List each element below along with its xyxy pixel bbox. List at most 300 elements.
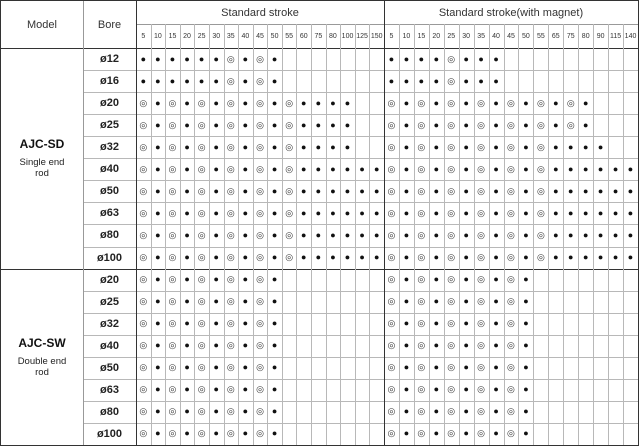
available-dot-icon: ● bbox=[493, 119, 499, 130]
row-divider bbox=[83, 247, 638, 248]
available-dot-icon: ● bbox=[403, 428, 410, 439]
semi-standard-ring-icon: ◎ bbox=[226, 119, 235, 130]
available-dot-icon: ● bbox=[463, 296, 469, 307]
semi-standard-ring-icon: ◎ bbox=[447, 119, 456, 130]
available-dot-icon: ● bbox=[359, 185, 365, 196]
semi-standard-ring-icon: ◎ bbox=[417, 229, 426, 240]
available-dot-icon: ● bbox=[463, 185, 469, 196]
available-dot-icon: ● bbox=[213, 53, 219, 64]
available-dot-icon: ● bbox=[493, 428, 499, 439]
col-divider bbox=[474, 24, 475, 445]
available-dot-icon: ● bbox=[463, 252, 469, 263]
available-dot-icon: ● bbox=[388, 53, 395, 64]
available-dot-icon: ● bbox=[433, 119, 439, 130]
semi-standard-ring-icon: ◎ bbox=[256, 252, 264, 263]
semi-standard-ring-icon: ◎ bbox=[447, 53, 456, 64]
semi-standard-ring-icon: ◎ bbox=[256, 75, 264, 86]
stroke-tick-standard: 80 bbox=[329, 32, 337, 40]
available-dot-icon: ● bbox=[330, 229, 336, 240]
semi-standard-ring-icon: ◎ bbox=[536, 119, 545, 130]
semi-standard-ring-icon: ◎ bbox=[536, 185, 545, 196]
available-dot-icon: ● bbox=[184, 384, 190, 395]
available-dot-icon: ● bbox=[140, 53, 146, 64]
available-dot-icon: ● bbox=[493, 362, 499, 373]
semi-standard-ring-icon: ◎ bbox=[226, 97, 235, 108]
semi-standard-ring-icon: ◎ bbox=[417, 163, 426, 174]
semi-standard-ring-icon: ◎ bbox=[507, 274, 515, 285]
available-dot-icon: ● bbox=[213, 384, 219, 395]
available-dot-icon: ● bbox=[463, 340, 469, 351]
available-dot-icon: ● bbox=[155, 362, 161, 373]
available-dot-icon: ● bbox=[242, 75, 249, 86]
semi-standard-ring-icon: ◎ bbox=[197, 141, 206, 152]
available-dot-icon: ● bbox=[403, 141, 410, 152]
semi-standard-ring-icon: ◎ bbox=[417, 362, 426, 373]
available-dot-icon: ● bbox=[373, 229, 380, 240]
col-divider bbox=[608, 24, 609, 445]
stroke-tick-standard: 50 bbox=[270, 32, 279, 40]
available-dot-icon: ● bbox=[582, 185, 589, 196]
bore-label: ø40 bbox=[100, 163, 119, 176]
available-dot-icon: ● bbox=[493, 53, 499, 64]
available-dot-icon: ● bbox=[463, 318, 469, 329]
available-dot-icon: ● bbox=[373, 185, 380, 196]
semi-standard-ring-icon: ◎ bbox=[477, 185, 486, 196]
border-right bbox=[638, 0, 639, 446]
available-dot-icon: ● bbox=[433, 207, 439, 218]
available-dot-icon: ● bbox=[463, 75, 469, 86]
available-dot-icon: ● bbox=[184, 75, 190, 86]
col-divider bbox=[311, 24, 312, 445]
semi-standard-ring-icon: ◎ bbox=[477, 229, 486, 240]
stroke-tick-magnet: 55 bbox=[536, 32, 545, 40]
bore-label: ø100 bbox=[96, 427, 123, 440]
available-dot-icon: ● bbox=[330, 163, 336, 174]
available-dot-icon: ● bbox=[553, 185, 559, 196]
available-dot-icon: ● bbox=[627, 207, 634, 218]
available-dot-icon: ● bbox=[433, 75, 439, 86]
available-dot-icon: ● bbox=[433, 340, 439, 351]
semi-standard-ring-icon: ◎ bbox=[139, 274, 148, 285]
col-divider bbox=[459, 24, 460, 445]
row-divider bbox=[83, 401, 638, 402]
available-dot-icon: ● bbox=[213, 163, 219, 174]
semi-standard-ring-icon: ◎ bbox=[447, 362, 456, 373]
bore-label: ø12 bbox=[100, 53, 119, 66]
available-dot-icon: ● bbox=[242, 362, 249, 373]
semi-standard-ring-icon: ◎ bbox=[197, 252, 206, 263]
available-dot-icon: ● bbox=[271, 163, 278, 174]
bore-label: ø32 bbox=[100, 317, 119, 330]
stroke-tick-magnet: 75 bbox=[566, 32, 575, 40]
col-divider bbox=[340, 24, 341, 445]
stroke-tick-standard: 75 bbox=[314, 32, 323, 40]
header-divider bbox=[1, 48, 638, 49]
available-dot-icon: ● bbox=[155, 207, 161, 218]
available-dot-icon: ● bbox=[213, 318, 219, 329]
available-dot-icon: ● bbox=[184, 428, 190, 439]
semi-standard-ring-icon: ◎ bbox=[139, 406, 148, 417]
semi-standard-ring-icon: ◎ bbox=[387, 207, 396, 218]
available-dot-icon: ● bbox=[301, 207, 307, 218]
semi-standard-ring-icon: ◎ bbox=[507, 97, 515, 108]
semi-standard-ring-icon: ◎ bbox=[139, 340, 148, 351]
col-divider bbox=[224, 24, 225, 445]
semi-standard-ring-icon: ◎ bbox=[507, 207, 515, 218]
available-dot-icon: ● bbox=[344, 163, 351, 174]
bore-label: ø20 bbox=[100, 273, 119, 286]
standard-stroke-header: Standard stroke bbox=[221, 6, 299, 19]
available-dot-icon: ● bbox=[433, 229, 439, 240]
semi-standard-ring-icon: ◎ bbox=[139, 318, 148, 329]
stroke-tick-standard: 60 bbox=[299, 32, 308, 40]
col-divider bbox=[296, 24, 297, 445]
available-dot-icon: ● bbox=[553, 141, 559, 152]
available-dot-icon: ● bbox=[184, 53, 190, 64]
col-divider bbox=[504, 24, 505, 445]
semi-standard-ring-icon: ◎ bbox=[477, 163, 486, 174]
semi-standard-ring-icon: ◎ bbox=[226, 384, 235, 395]
available-dot-icon: ● bbox=[493, 141, 499, 152]
available-dot-icon: ● bbox=[433, 141, 439, 152]
available-dot-icon: ● bbox=[523, 163, 529, 174]
available-dot-icon: ● bbox=[433, 252, 439, 263]
row-divider bbox=[83, 180, 638, 181]
semi-standard-ring-icon: ◎ bbox=[285, 229, 294, 240]
available-dot-icon: ● bbox=[242, 340, 249, 351]
available-dot-icon: ● bbox=[568, 252, 574, 263]
semi-standard-ring-icon: ◎ bbox=[226, 141, 235, 152]
available-dot-icon: ● bbox=[271, 318, 278, 329]
available-dot-icon: ● bbox=[433, 53, 439, 64]
bore-label: ø20 bbox=[100, 97, 119, 110]
model-name: AJC-SW bbox=[18, 335, 66, 350]
semi-standard-ring-icon: ◎ bbox=[139, 207, 148, 218]
semi-standard-ring-icon: ◎ bbox=[197, 185, 206, 196]
available-dot-icon: ● bbox=[433, 428, 439, 439]
bore-label: ø63 bbox=[100, 207, 119, 220]
available-dot-icon: ● bbox=[523, 340, 529, 351]
col-divider bbox=[489, 24, 490, 445]
available-dot-icon: ● bbox=[523, 119, 529, 130]
row-divider bbox=[83, 291, 638, 292]
semi-standard-ring-icon: ◎ bbox=[139, 163, 148, 174]
bore-label: ø25 bbox=[100, 119, 119, 132]
available-dot-icon: ● bbox=[463, 53, 469, 64]
stroke-tick-standard: 25 bbox=[197, 32, 206, 40]
stroke-tick-magnet: 115 bbox=[609, 32, 622, 40]
semi-standard-ring-icon: ◎ bbox=[285, 252, 294, 263]
semi-standard-ring-icon: ◎ bbox=[168, 163, 177, 174]
semi-standard-ring-icon: ◎ bbox=[256, 296, 264, 307]
stroke-tick-standard: 10 bbox=[153, 32, 162, 40]
available-dot-icon: ● bbox=[582, 252, 589, 263]
semi-standard-ring-icon: ◎ bbox=[536, 97, 545, 108]
row-divider bbox=[83, 423, 638, 424]
available-dot-icon: ● bbox=[568, 207, 574, 218]
col-divider bbox=[238, 24, 239, 445]
available-dot-icon: ● bbox=[344, 207, 351, 218]
available-dot-icon: ● bbox=[493, 75, 499, 86]
semi-standard-ring-icon: ◎ bbox=[168, 119, 177, 130]
bore-label: ø100 bbox=[96, 251, 123, 264]
available-dot-icon: ● bbox=[403, 406, 410, 417]
semi-standard-ring-icon: ◎ bbox=[387, 185, 396, 196]
semi-standard-ring-icon: ◎ bbox=[447, 207, 456, 218]
stroke-tick-magnet: 20 bbox=[432, 32, 441, 40]
available-dot-icon: ● bbox=[433, 185, 439, 196]
available-dot-icon: ● bbox=[433, 163, 439, 174]
available-dot-icon: ● bbox=[478, 53, 484, 64]
available-dot-icon: ● bbox=[213, 428, 219, 439]
available-dot-icon: ● bbox=[169, 53, 176, 64]
row-divider bbox=[83, 335, 638, 336]
bore-label: ø32 bbox=[100, 141, 119, 154]
available-dot-icon: ● bbox=[242, 318, 249, 329]
semi-standard-ring-icon: ◎ bbox=[507, 318, 515, 329]
available-dot-icon: ● bbox=[184, 252, 190, 263]
available-dot-icon: ● bbox=[403, 53, 410, 64]
available-dot-icon: ● bbox=[301, 185, 307, 196]
available-dot-icon: ● bbox=[315, 141, 322, 152]
available-dot-icon: ● bbox=[463, 97, 469, 108]
semi-standard-ring-icon: ◎ bbox=[507, 229, 515, 240]
available-dot-icon: ● bbox=[155, 185, 161, 196]
available-dot-icon: ● bbox=[330, 141, 336, 152]
available-dot-icon: ● bbox=[271, 362, 278, 373]
available-dot-icon: ● bbox=[403, 252, 410, 263]
available-dot-icon: ● bbox=[493, 274, 499, 285]
available-dot-icon: ● bbox=[523, 141, 529, 152]
available-dot-icon: ● bbox=[242, 207, 249, 218]
available-dot-icon: ● bbox=[597, 185, 604, 196]
semi-standard-ring-icon: ◎ bbox=[417, 274, 426, 285]
col-divider bbox=[180, 24, 181, 445]
row-divider bbox=[83, 136, 638, 137]
available-dot-icon: ● bbox=[344, 252, 351, 263]
semi-standard-ring-icon: ◎ bbox=[139, 252, 148, 263]
semi-standard-ring-icon: ◎ bbox=[387, 296, 396, 307]
available-dot-icon: ● bbox=[433, 406, 439, 417]
available-dot-icon: ● bbox=[242, 97, 249, 108]
available-dot-icon: ● bbox=[155, 75, 161, 86]
available-dot-icon: ● bbox=[403, 119, 410, 130]
semi-standard-ring-icon: ◎ bbox=[387, 318, 396, 329]
semi-standard-ring-icon: ◎ bbox=[285, 141, 294, 152]
available-dot-icon: ● bbox=[169, 75, 176, 86]
semi-standard-ring-icon: ◎ bbox=[139, 362, 148, 373]
stroke-tick-standard: 55 bbox=[285, 32, 294, 40]
col-divider bbox=[194, 24, 195, 445]
available-dot-icon: ● bbox=[184, 119, 190, 130]
col-divider bbox=[384, 1, 385, 445]
available-dot-icon: ● bbox=[493, 163, 499, 174]
available-dot-icon: ● bbox=[184, 296, 190, 307]
stroke-tick-standard: 125 bbox=[356, 32, 368, 40]
available-dot-icon: ● bbox=[597, 229, 604, 240]
semi-standard-ring-icon: ◎ bbox=[566, 119, 575, 130]
semi-standard-ring-icon: ◎ bbox=[447, 75, 456, 86]
semi-standard-ring-icon: ◎ bbox=[168, 428, 177, 439]
semi-standard-ring-icon: ◎ bbox=[536, 141, 545, 152]
bore-label: ø50 bbox=[100, 185, 119, 198]
available-dot-icon: ● bbox=[155, 384, 161, 395]
semi-standard-ring-icon: ◎ bbox=[197, 163, 206, 174]
semi-standard-ring-icon: ◎ bbox=[507, 163, 515, 174]
semi-standard-ring-icon: ◎ bbox=[417, 406, 426, 417]
semi-standard-ring-icon: ◎ bbox=[507, 141, 515, 152]
col-divider bbox=[369, 24, 370, 445]
semi-standard-ring-icon: ◎ bbox=[139, 384, 148, 395]
semi-standard-ring-icon: ◎ bbox=[507, 428, 515, 439]
semi-standard-ring-icon: ◎ bbox=[417, 141, 426, 152]
available-dot-icon: ● bbox=[213, 97, 219, 108]
available-dot-icon: ● bbox=[330, 97, 336, 108]
available-dot-icon: ● bbox=[330, 207, 336, 218]
available-dot-icon: ● bbox=[463, 406, 469, 417]
group-divider bbox=[1, 269, 638, 270]
semi-standard-ring-icon: ◎ bbox=[507, 296, 515, 307]
available-dot-icon: ● bbox=[315, 119, 322, 130]
semi-standard-ring-icon: ◎ bbox=[447, 141, 456, 152]
semi-standard-ring-icon: ◎ bbox=[168, 229, 177, 240]
available-dot-icon: ● bbox=[184, 406, 190, 417]
semi-standard-ring-icon: ◎ bbox=[447, 97, 456, 108]
available-dot-icon: ● bbox=[271, 252, 278, 263]
available-dot-icon: ● bbox=[344, 229, 351, 240]
semi-standard-ring-icon: ◎ bbox=[507, 340, 515, 351]
model-description: Double end bbox=[17, 355, 67, 367]
available-dot-icon: ● bbox=[403, 207, 410, 218]
semi-standard-ring-icon: ◎ bbox=[417, 296, 426, 307]
available-dot-icon: ● bbox=[418, 53, 425, 64]
semi-standard-ring-icon: ◎ bbox=[285, 207, 294, 218]
available-dot-icon: ● bbox=[493, 406, 499, 417]
semi-standard-ring-icon: ◎ bbox=[477, 274, 486, 285]
available-dot-icon: ● bbox=[213, 274, 219, 285]
col-divider bbox=[623, 24, 624, 445]
available-dot-icon: ● bbox=[612, 207, 619, 218]
semi-standard-ring-icon: ◎ bbox=[256, 318, 264, 329]
bore-label: ø50 bbox=[100, 361, 119, 374]
available-dot-icon: ● bbox=[523, 406, 529, 417]
available-dot-icon: ● bbox=[184, 340, 190, 351]
available-dot-icon: ● bbox=[582, 229, 589, 240]
stroke-tick-standard: 30 bbox=[212, 32, 221, 40]
available-dot-icon: ● bbox=[271, 185, 278, 196]
available-dot-icon: ● bbox=[155, 53, 161, 64]
semi-standard-ring-icon: ◎ bbox=[417, 340, 426, 351]
available-dot-icon: ● bbox=[213, 229, 219, 240]
stroke-tick-magnet: 90 bbox=[596, 32, 605, 40]
available-dot-icon: ● bbox=[373, 252, 380, 263]
available-dot-icon: ● bbox=[271, 207, 278, 218]
available-dot-icon: ● bbox=[553, 97, 559, 108]
semi-standard-ring-icon: ◎ bbox=[387, 229, 396, 240]
col-divider bbox=[563, 24, 564, 445]
semi-standard-ring-icon: ◎ bbox=[536, 229, 545, 240]
available-dot-icon: ● bbox=[242, 406, 249, 417]
bore-label: ø80 bbox=[100, 405, 119, 418]
available-dot-icon: ● bbox=[301, 97, 307, 108]
available-dot-icon: ● bbox=[523, 384, 529, 395]
available-dot-icon: ● bbox=[213, 141, 219, 152]
row-divider bbox=[83, 224, 638, 225]
available-dot-icon: ● bbox=[155, 318, 161, 329]
row-divider bbox=[83, 70, 638, 71]
semi-standard-ring-icon: ◎ bbox=[226, 362, 235, 373]
semi-standard-ring-icon: ◎ bbox=[256, 141, 264, 152]
semi-standard-ring-icon: ◎ bbox=[285, 163, 294, 174]
available-dot-icon: ● bbox=[403, 75, 410, 86]
available-dot-icon: ● bbox=[155, 97, 161, 108]
col-divider bbox=[399, 24, 400, 445]
semi-standard-ring-icon: ◎ bbox=[477, 119, 486, 130]
semi-standard-ring-icon: ◎ bbox=[168, 141, 177, 152]
available-dot-icon: ● bbox=[597, 207, 604, 218]
semi-standard-ring-icon: ◎ bbox=[197, 119, 206, 130]
col-divider bbox=[355, 24, 356, 445]
semi-standard-ring-icon: ◎ bbox=[447, 296, 456, 307]
available-dot-icon: ● bbox=[463, 163, 469, 174]
available-dot-icon: ● bbox=[553, 207, 559, 218]
available-dot-icon: ● bbox=[568, 141, 574, 152]
available-dot-icon: ● bbox=[582, 97, 589, 108]
available-dot-icon: ● bbox=[582, 141, 589, 152]
semi-standard-ring-icon: ◎ bbox=[197, 207, 206, 218]
available-dot-icon: ● bbox=[433, 362, 439, 373]
available-dot-icon: ● bbox=[359, 207, 365, 218]
available-dot-icon: ● bbox=[582, 119, 589, 130]
available-dot-icon: ● bbox=[403, 362, 410, 373]
available-dot-icon: ● bbox=[433, 318, 439, 329]
available-dot-icon: ● bbox=[213, 340, 219, 351]
available-dot-icon: ● bbox=[523, 318, 529, 329]
available-dot-icon: ● bbox=[213, 362, 219, 373]
available-dot-icon: ● bbox=[463, 362, 469, 373]
model-description: rod bbox=[35, 168, 49, 180]
available-dot-icon: ● bbox=[155, 163, 161, 174]
available-dot-icon: ● bbox=[271, 384, 278, 395]
semi-standard-ring-icon: ◎ bbox=[447, 229, 456, 240]
semi-standard-ring-icon: ◎ bbox=[168, 362, 177, 373]
col-divider bbox=[533, 24, 534, 445]
semi-standard-ring-icon: ◎ bbox=[256, 428, 264, 439]
semi-standard-ring-icon: ◎ bbox=[477, 252, 486, 263]
available-dot-icon: ● bbox=[418, 75, 425, 86]
available-dot-icon: ● bbox=[184, 163, 190, 174]
col-divider bbox=[83, 1, 84, 445]
semi-standard-ring-icon: ◎ bbox=[387, 252, 396, 263]
semi-standard-ring-icon: ◎ bbox=[168, 274, 177, 285]
semi-standard-ring-icon: ◎ bbox=[417, 119, 426, 130]
semi-standard-ring-icon: ◎ bbox=[226, 340, 235, 351]
available-dot-icon: ● bbox=[315, 97, 322, 108]
available-dot-icon: ● bbox=[198, 75, 205, 86]
stroke-tick-magnet: 65 bbox=[551, 32, 560, 40]
row-divider bbox=[83, 313, 638, 314]
available-dot-icon: ● bbox=[184, 229, 190, 240]
available-dot-icon: ● bbox=[271, 141, 278, 152]
available-dot-icon: ● bbox=[463, 229, 469, 240]
available-dot-icon: ● bbox=[493, 97, 499, 108]
semi-standard-ring-icon: ◎ bbox=[447, 428, 456, 439]
available-dot-icon: ● bbox=[359, 252, 365, 263]
available-dot-icon: ● bbox=[463, 274, 469, 285]
available-dot-icon: ● bbox=[568, 229, 574, 240]
available-dot-icon: ● bbox=[140, 75, 146, 86]
semi-standard-ring-icon: ◎ bbox=[536, 207, 545, 218]
